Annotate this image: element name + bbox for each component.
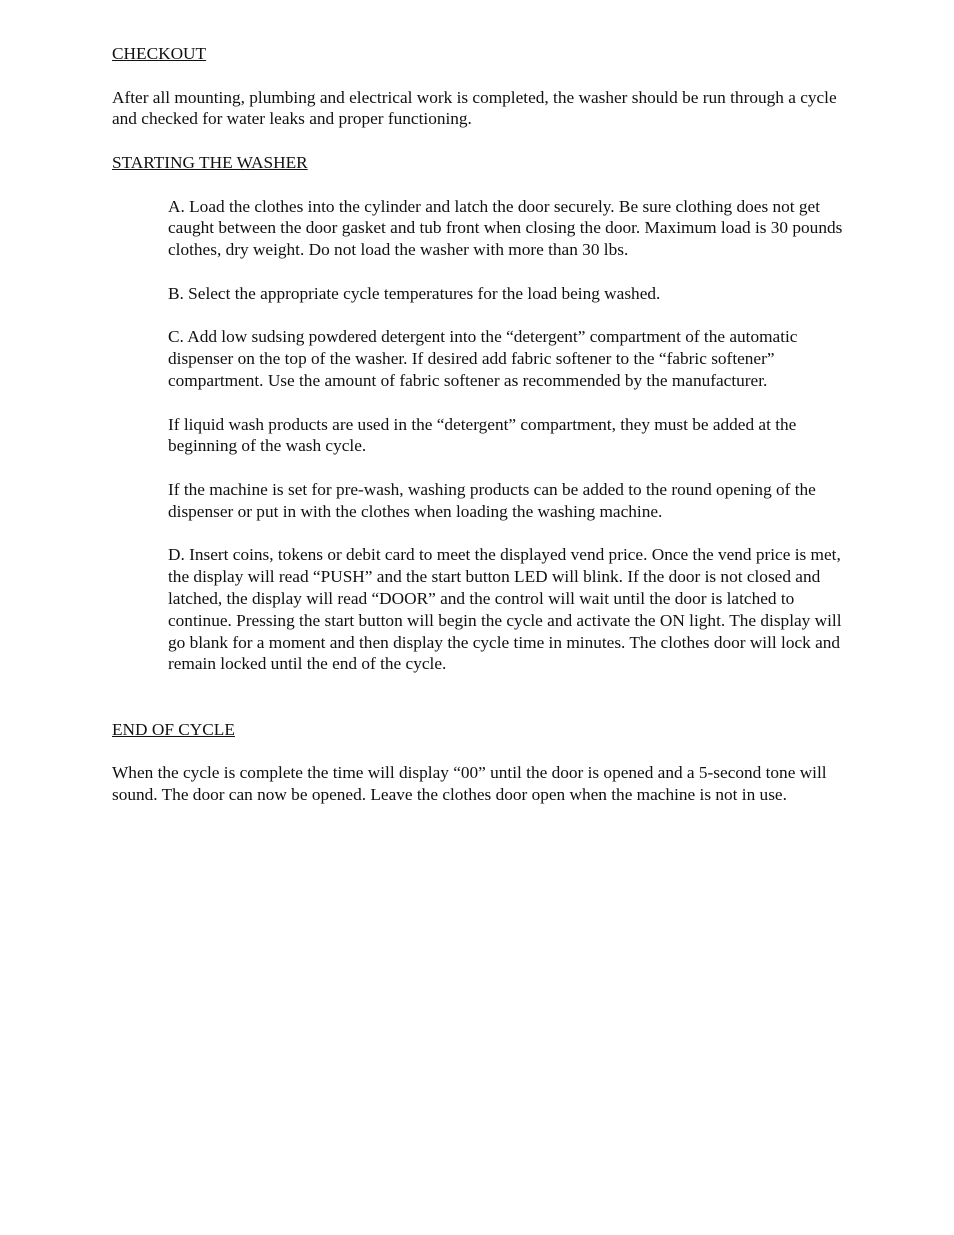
step-d-paragraph: D. Insert coins, tokens or debit card to meet the displayed vend price. Once the vend price is met, the display will read “PUSH” and the start button LED will blink. If the door is not closed and latched, the display will read “DOOR” and the control will wait until the door is latched to continue. Pressing the start button will begin the cycle and activate the ON light. The display will go blank for a moment and then display the cycle time in minutes. The clothes door will lock and remain locked until the end of the cycle. xyxy=(168,545,842,674)
spacer xyxy=(112,457,857,479)
spacer xyxy=(112,130,857,152)
document-page xyxy=(112,43,857,806)
spacer xyxy=(112,523,857,545)
spacer xyxy=(112,675,857,719)
spacer xyxy=(112,261,857,283)
starting-washer-heading: STARTING THE WASHER xyxy=(112,152,308,172)
step-c-paragraph: C. Add low sudsing powdered detergent into the “detergent” compartment of the automatic dispenser on the top of the washer. If desired add fabric softener to the “fabric softener” compartment. Use the amount of fabric softener as recommended by the manufacturer. xyxy=(168,327,798,390)
step-b-paragraph: B. Select the appropriate cycle temperatures for the load being washed. xyxy=(168,283,661,303)
checkout-heading: CHECKOUT xyxy=(112,44,207,63)
end-of-cycle-heading: END OF CYCLE xyxy=(112,719,235,739)
end-of-cycle-paragraph: When the cycle is complete the time will display “00” until the door is opened and a 5-second tone will sound. The door can now be opened. Leave the clothes door open when the machine is not in use. xyxy=(112,763,827,805)
spacer xyxy=(112,392,857,414)
prewash-note: If the machine is set for pre-wash, washing products can be added to the round opening of the dispenser or put in with the clothes when loading the washing machine. xyxy=(168,479,816,521)
liquid-products-note: If liquid wash products are used in the “detergent” compartment, they must be added at the beginning of the wash cycle. xyxy=(168,414,797,456)
spacer xyxy=(112,305,857,327)
checkout-paragraph: After all mounting, plumbing and electrical work is completed, the washer should be run through a cycle and checked for water leaks and proper functioning. xyxy=(112,87,837,129)
step-a-paragraph: A. Load the clothes into the cylinder and latch the door securely. Be sure clothing does not get caught between the door gasket and tub front when closing the door. Maximum load is 30 pounds clothes, dry weight. Do not load the washer with more than 30 lbs. xyxy=(168,196,843,260)
spacer xyxy=(112,174,857,196)
spacer xyxy=(112,65,857,87)
spacer xyxy=(112,741,857,763)
